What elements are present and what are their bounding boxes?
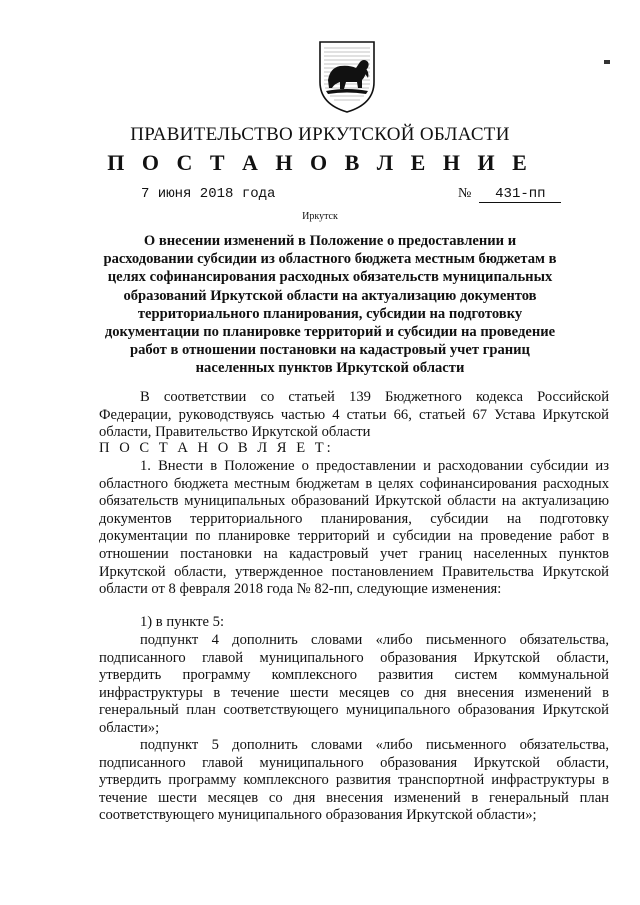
number-value: 431-пп	[479, 187, 561, 203]
coat-of-arms-icon	[316, 36, 378, 114]
number-label: №	[458, 186, 472, 201]
document-city: Иркутск	[302, 211, 338, 222]
intro-paragraph: В соответствии со статьей 139 Бюджетного кодекса Российской Федерации, руководствуясь частью 4 статьи 66, статьей 67 Устава Иркутской области, Правительство Иркутской области	[99, 389, 609, 441]
resolve-word: П О С Т А Н О В Л Я Е Т:	[99, 440, 334, 456]
document-title: О внесении изменений в Положение о предоставлении и расходовании субсидии из областного бюджета местным бюджетам в целях софинансирования расходных обязательств муниципальных образований Иркутской области на актуализацию документов территориального планирования, субсидии на подготовку документации по планировке территорий и субсидии на проведение работ в отношении постановки на кадастровый учет границ населенных пунктов Иркутской области	[103, 233, 557, 377]
scan-mark	[604, 60, 610, 64]
document-type: П О С Т А Н О В Л Е Н И Е	[107, 150, 533, 175]
paragraph-1: 1. Внести в Положение о предоставлении и расходовании субсидии из областного бюджета местным бюджетам в целях софинансирования расходных обязательств муниципальных образований Иркутской области на актуализацию документов территориального планирования, субсидии на подготовку документации по планировке территорий и субсидии на проведение работ в отношении постановки на кадастровый учет границ населенных пунктов Иркутской области, утвержденное постановлением Правительства Иркутской области от 8 февраля 2018 года № 82-пп, следующие изменения:	[99, 458, 609, 598]
document-number	[458, 186, 561, 203]
paragraph-1-item-1: 1) в пункте 5:	[140, 614, 225, 630]
document-date: 7 июня 2018 года	[141, 186, 276, 202]
subparagraph-4: подпункт 4 дополнить словами «либо письменного обязательства, подписанного главой муниципального образования Иркутской области, утвердить программу комплексного развития систем коммунальной инфраструктуры в течение шести месяцев со дня внесения изменений в генеральный план соответствующего муниципального образования Иркутской области»;	[99, 632, 609, 736]
subparagraph-5: подпункт 5 дополнить словами «либо письменного обязательства, подписанного главой муниципального образования Иркутской области, утвердить программу комплексного развития транспортной инфраструктуры в течение шести месяцев со дня внесения изменений в генеральный план соответствующего муниципального образования Иркутской области»;	[99, 737, 609, 824]
government-name: ПРАВИТЕЛЬСТВО ИРКУТСКОЙ ОБЛАСТИ	[130, 124, 510, 145]
